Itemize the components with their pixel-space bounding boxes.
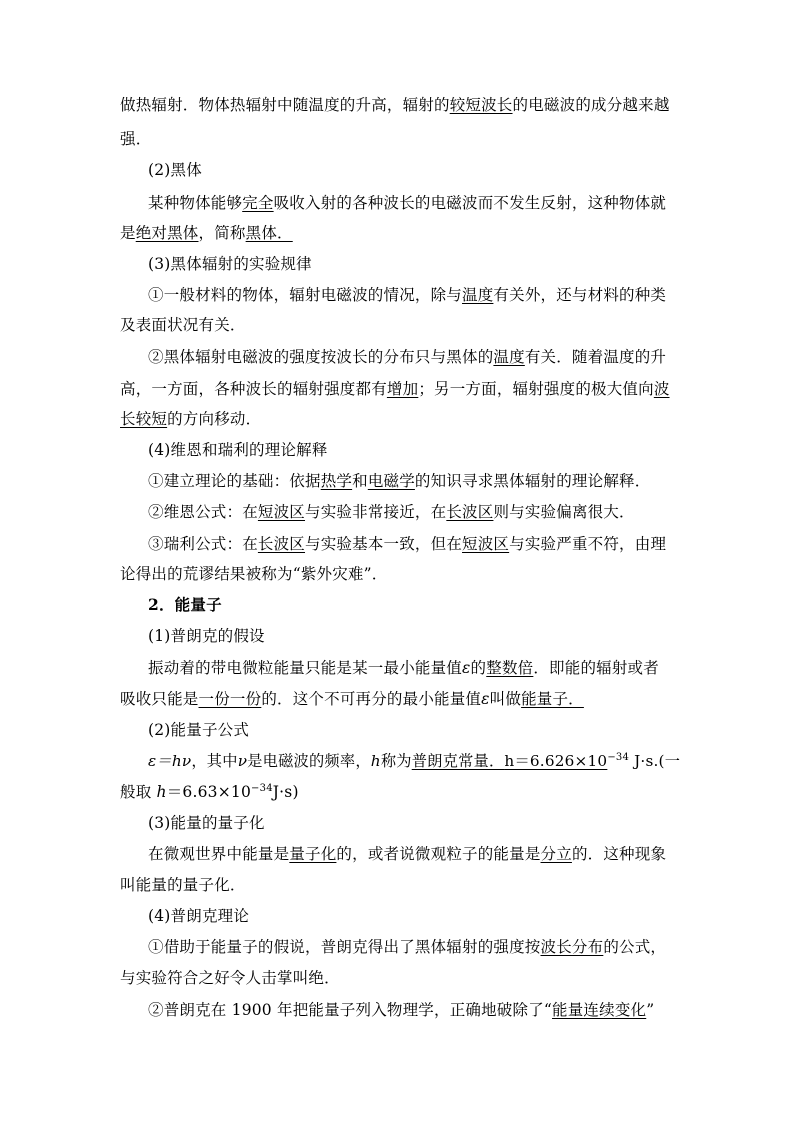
underlined-term: 温度 — [493, 348, 525, 366]
underlined-term: 波长分布 — [540, 938, 604, 956]
underlined-term: 绝对黑体 — [135, 224, 199, 242]
text-line: 长较短的方向移动． — [120, 410, 262, 428]
subheading: (1)普朗克的假设 — [148, 627, 265, 645]
text-line: 高，一方面，各种波长的辐射强度都有增加；另一方面，辐射强度的极大值向波 — [120, 380, 670, 398]
text-line: 做热辐射．物体热辐射中随温度的升高，辐射的较短波长的电磁波的成分越来越 — [120, 96, 670, 114]
subheading: (3)黑体辐射的实验规律 — [148, 255, 312, 273]
underlined-term: 电磁学 — [367, 472, 415, 490]
subheading: (4)维恩和瑞利的理论解释 — [148, 441, 328, 459]
underlined-term: h＝6.626×10 — [504, 752, 608, 770]
text-line: 在微观世界中能量是量子化的，或者说微观粒子的能量是分立的．这种现象 — [148, 845, 667, 863]
underlined-term: 短波区 — [462, 535, 510, 553]
underlined-term: 长较短 — [120, 410, 168, 428]
underlined-term: 波 — [653, 380, 670, 398]
underlined-term: 热学 — [320, 472, 353, 490]
underlined-term: 能量连续变化 — [552, 1001, 647, 1019]
underlined-term: 长波区 — [446, 503, 494, 521]
text-line: 某种物体能够完全吸收入射的各种波长的电磁波而不发生反射，这种物体就 — [148, 194, 667, 212]
underlined-term: 能量子． — [521, 690, 584, 708]
underlined-term: 分立 — [540, 845, 572, 863]
formula-line: 般取 $h=6.63\times 10^{-34}J\cdot s$) — [120, 782, 299, 801]
text-line: 吸收只能是一份一份的．这个不可再分的最小能量值ε叫做能量子． — [120, 690, 584, 708]
text-line: 及表面状况有关． — [120, 316, 246, 334]
text-line: 叫能量的量子化． — [120, 876, 246, 894]
text-line: ①一般材料的物体，辐射电磁波的情况，除与温度有关外，还与材料的种类 — [148, 286, 667, 304]
subheading: (4)普朗克理论 — [148, 907, 250, 925]
underlined-term: 长波区 — [257, 535, 306, 553]
text-line: ③瑞利公式：在长波区与实验基本一致，但在短波区与实验严重不符，由理 — [148, 535, 667, 553]
text-line: ②普朗克在 1900 年把能量子列入物理学，正确地破除了“能量连续变化” — [148, 1001, 655, 1019]
underlined-term: 量子化 — [289, 845, 337, 863]
text-line: ①建立理论的基础：依据热学和电磁学的知识寻求黑体辐射的理论解释． — [148, 472, 651, 490]
formula-line: ε＝hν，其中ν是电磁波的频率，h称为普朗克常量．$h=6.626\times 10^{-34}$ J·s.(一 — [148, 751, 681, 770]
underlined-term: 较短波长 — [449, 96, 513, 114]
underlined-term: 温度 — [462, 286, 494, 304]
text-line: 与实验符合之好令人击掌叫绝． — [120, 969, 340, 987]
underlined-term: 黑体． — [245, 224, 293, 242]
underlined-term: 普朗克常量． — [411, 752, 505, 770]
underlined-term: 一份一份 — [198, 690, 262, 708]
text-line: 强． — [120, 130, 152, 148]
subheading: (2)能量子公式 — [148, 721, 250, 739]
section-heading: 2．能量子 — [148, 595, 222, 614]
subheading: (3)能量的量子化 — [148, 814, 265, 832]
text-line: ①借助于能量子的假说，普朗克得出了黑体辐射的强度按波长分布的公式， — [148, 938, 667, 956]
text-line: 论得出的荒谬结果被称为“紫外灾难”． — [120, 565, 388, 583]
underlined-term: 短波区 — [257, 503, 306, 521]
text-line: ②维恩公式：在短波区与实验非常接近，在长波区则与实验偏离很大． — [148, 503, 635, 521]
underlined-term: 整数倍 — [486, 659, 534, 677]
text-line: ②黑体辐射电磁波的强度按波长的分布只与黑体的温度有关．随着温度的升 — [148, 348, 667, 366]
text-line: 是绝对黑体，简称黑体． — [120, 224, 293, 242]
subheading: (2)黑体 — [148, 161, 202, 179]
underlined-term: 完全 — [242, 194, 274, 212]
underlined-term: 增加 — [386, 380, 419, 398]
text-line: 振动着的带电微粒能量只能是某一最小能量值ε的整数倍．即能的辐射或者 — [148, 659, 659, 677]
